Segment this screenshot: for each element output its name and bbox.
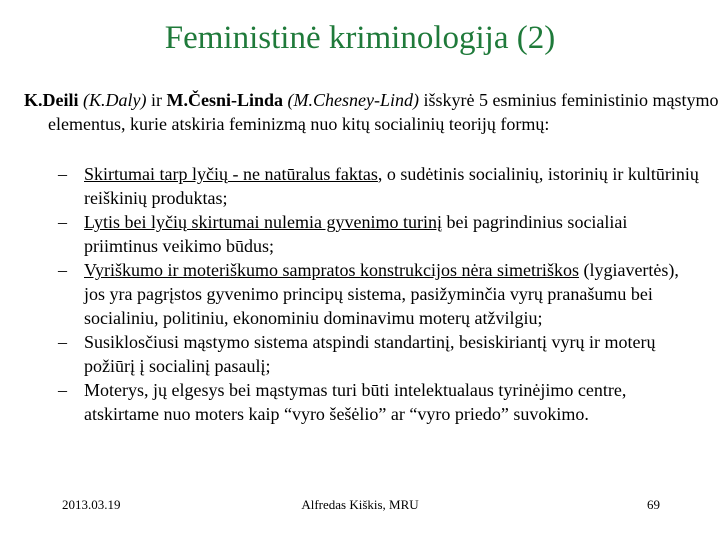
author1-alt-name: (K.Daly): [83, 90, 147, 110]
bullet-item: [58, 258, 700, 330]
bullet-list: [58, 162, 700, 426]
page-number: 69: [647, 497, 660, 512]
bullet-text: (lygiavertės), jos yra pagrįstos gyvenimo principų sistema, pasižyminčia vyrų pranašumu bei socialiniu, politiniu, ekonominiu dominavimu moterų atžvilgiu;: [84, 260, 679, 328]
dash-marker: –: [58, 164, 67, 184]
bullet-item: [58, 378, 700, 426]
footer-date: 2013.03.19: [62, 497, 121, 512]
dash-marker: –: [58, 260, 67, 280]
author2-alt-name: (M.Chesney-Lind): [287, 90, 419, 110]
footer-author: Alfredas Kiškis, MRU: [301, 497, 419, 512]
bullet-underlined-text: Skirtumai tarp lyčių - ne natūralus faktas: [84, 164, 378, 184]
bullet-text: Susiklosčiusi mąstymo sistema atspindi standartinį, besiskiriantį vyrų ir moterų požiūrį į socialinį pasaulį;: [84, 332, 656, 376]
bullet-item: [58, 210, 700, 258]
author2-name: M.Česni-Linda: [166, 90, 284, 110]
dash-marker: –: [58, 332, 67, 352]
lead-text: išskyrė 5 esminius feministinio mąstymo elementus, kurie atskiria feminizmą nuo kitų socialinių teorijų formų:: [48, 90, 719, 134]
bullet-text: bei pagrindinius socialiai priimtinus veikimo būdus;: [84, 212, 628, 256]
bullet-underlined-text: Vyriškumo ir moteriškumo sampratos konstrukcijos nėra simetriškos: [84, 260, 579, 280]
dash-marker: –: [58, 212, 67, 232]
dash-marker: –: [58, 380, 67, 400]
lead-paragraph: [24, 88, 720, 136]
slide-title: Feministinė kriminologija (2): [164, 20, 556, 56]
lead-conjunction: ir: [150, 90, 162, 110]
bullet-text: , o sudėtinis socialinių, istorinių ir kultūrinių reiškinių produktas;: [84, 164, 699, 208]
author1-name: K.Deili: [24, 90, 79, 110]
bullet-item: [58, 162, 700, 210]
bullet-text: Moterys, jų elgesys bei mąstymas turi būti intelektualaus tyrinėjimo centre, atskirtame nuo moters kaip “vyro šešėlio” ar “vyro priedo” suvokimo.: [84, 380, 627, 424]
bullet-underlined-text: Lytis bei lyčių skirtumai nulemia gyvenimo turinį: [84, 212, 442, 232]
bullet-item: [58, 330, 700, 378]
